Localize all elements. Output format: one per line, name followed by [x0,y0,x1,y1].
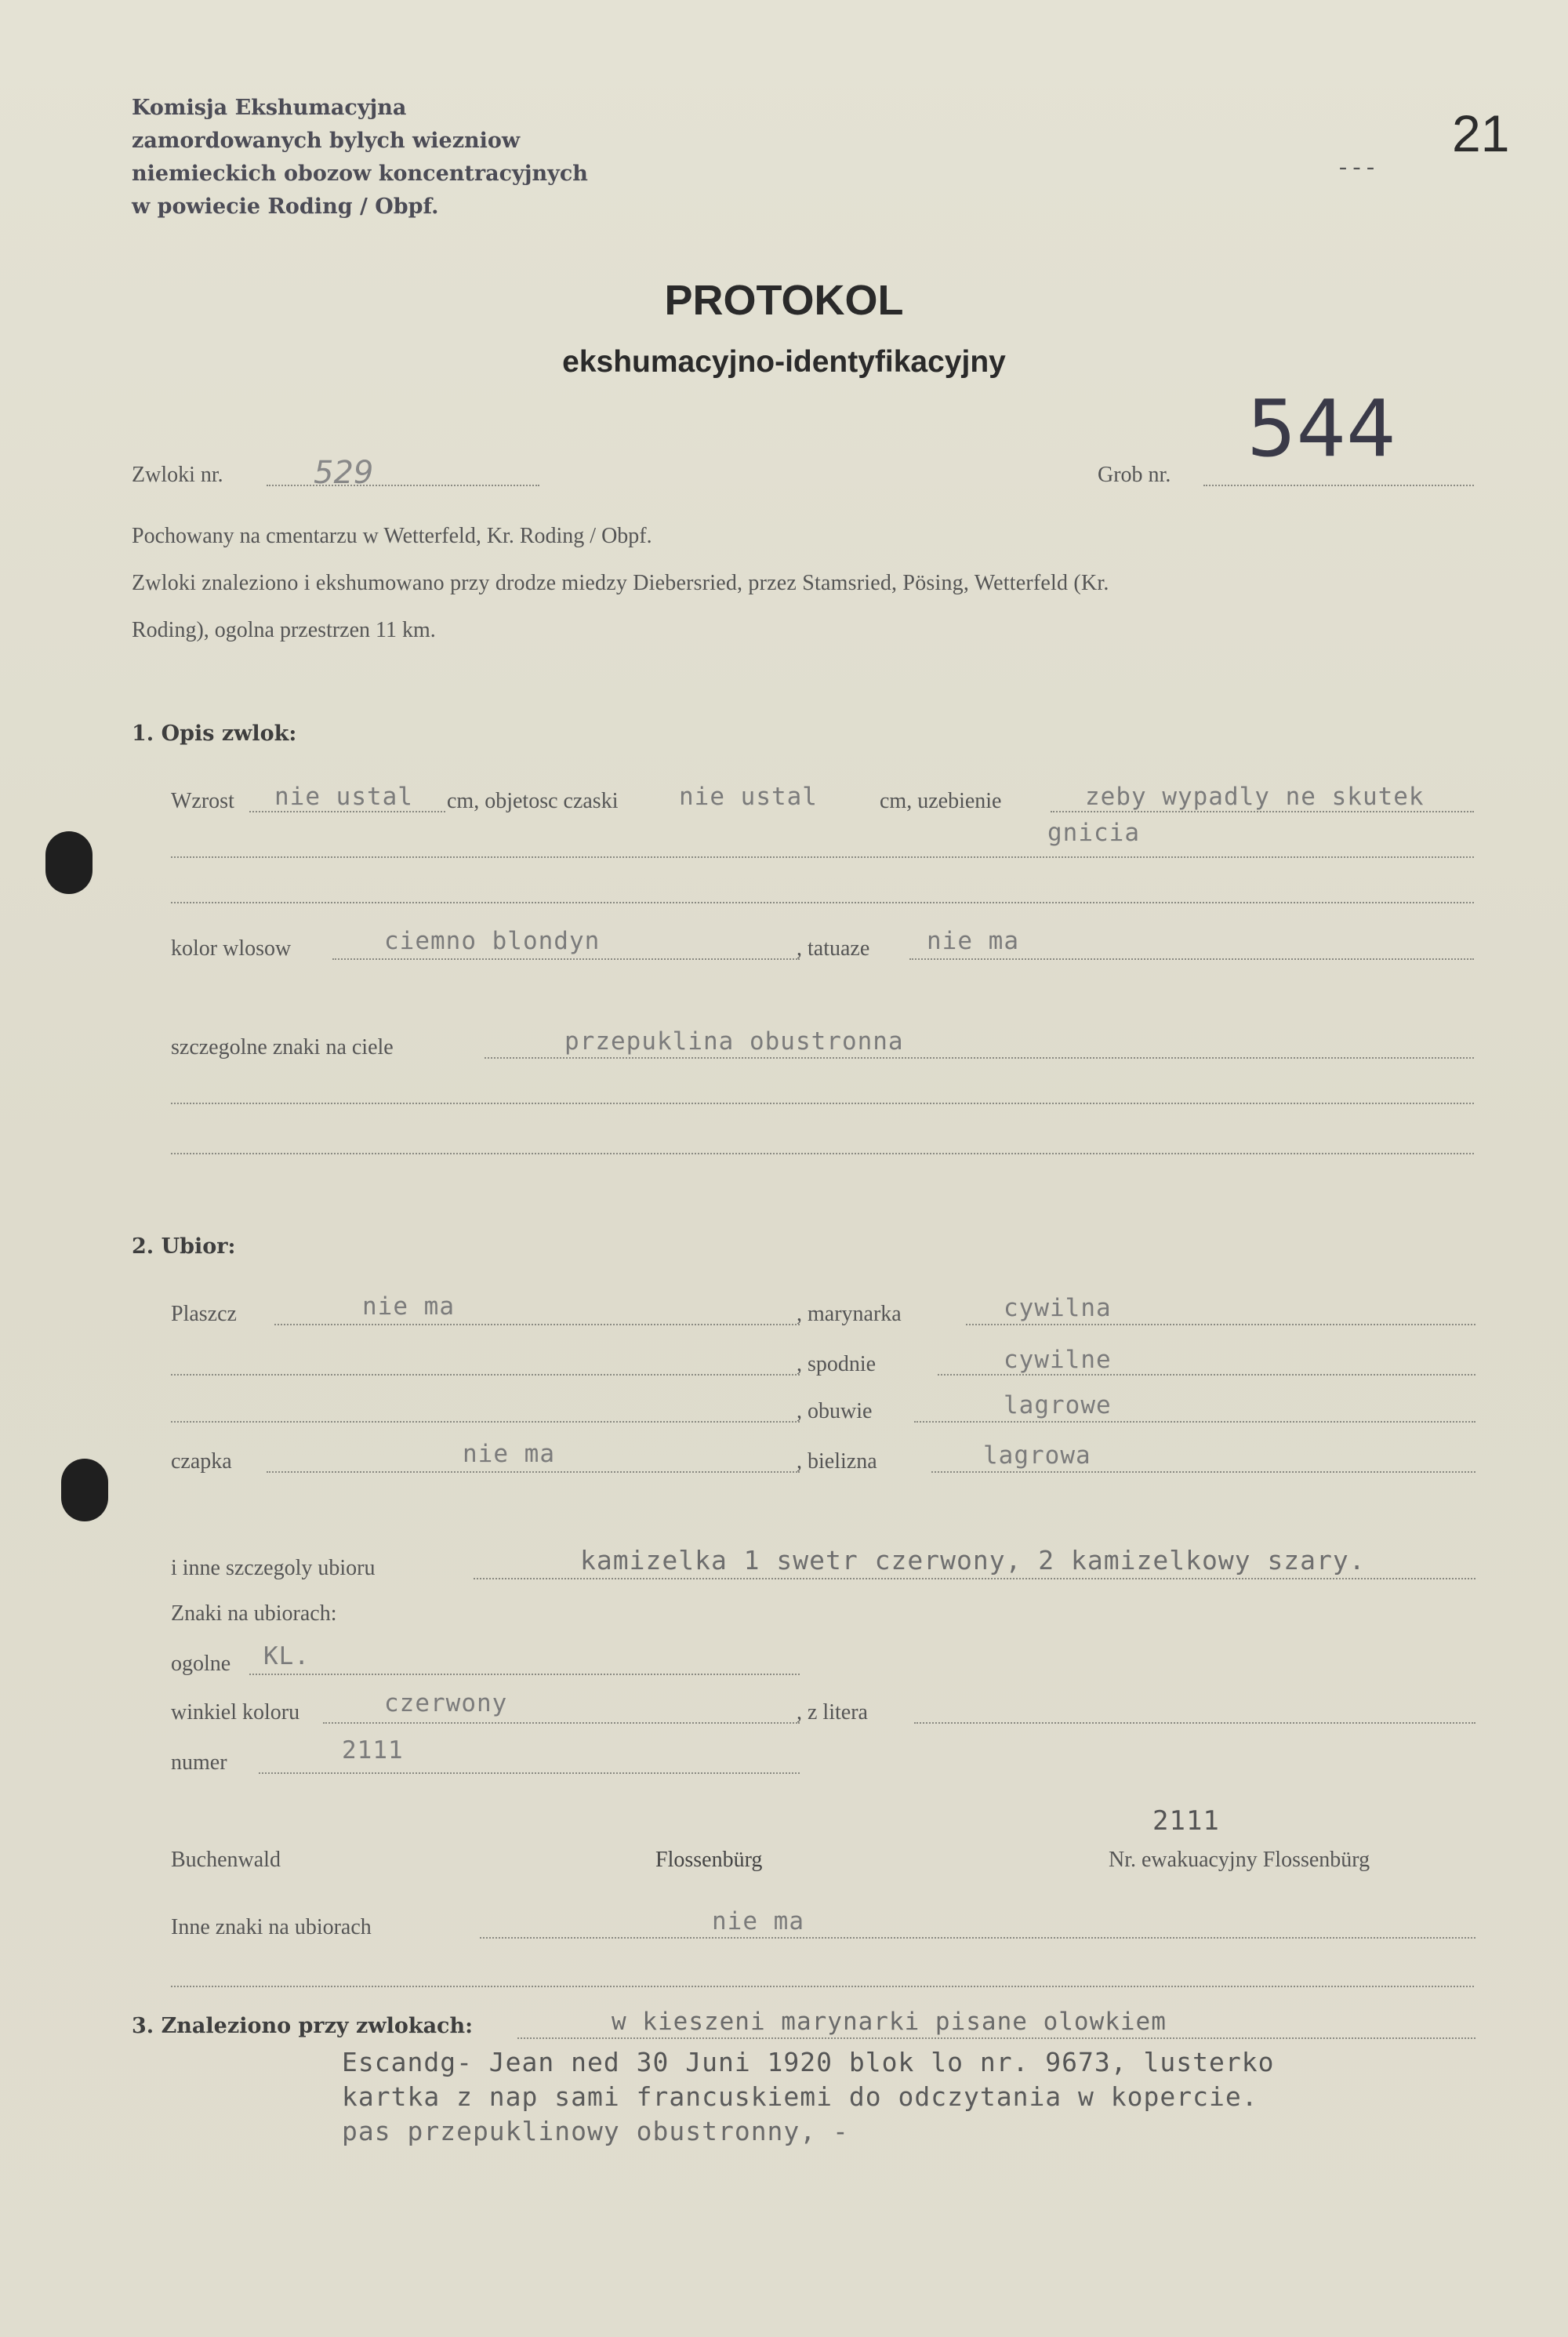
blank-line [171,1153,1474,1154]
litera-line [914,1722,1475,1724]
plaszcz-line [274,1324,800,1325]
intro-line-1: Pochowany na cmentarzu w Wetterfeld, Kr. Roding / Obpf. [132,524,652,548]
section-2-heading: 2. Ubior: [132,1234,236,1259]
found-line-3: kartka z nap sami francuskiemi do odczytania w kopercie. [342,2081,1258,2112]
bielizna-line [931,1471,1475,1473]
uzebienie-line [1051,811,1474,812]
buchenwald-label: Buchenwald [171,1848,281,1872]
found-line-2: Escandg- Jean ned 30 Juni 1920 blok lo nr. 9673, lusterko [342,2047,1275,2077]
org-line-2: zamordowanych bylych wiezniow [132,129,521,153]
intro-line-2: Zwloki znaleziono i ekshumowano przy drodze miedzy Diebersried, przez Stamsried, Pösing, Wetterfeld (Kr. [132,571,1109,595]
found-line-1: w kieszeni marynarki pisane olowkiem [612,2008,1167,2036]
plaszcz-value: nie ma [362,1292,455,1321]
wzrost-line [249,811,445,812]
ewak-value: 2111 [1152,1805,1220,1837]
zwloki-label: Zwloki nr. [132,463,223,487]
found-line-4: pas przepuklinowy obustronny, - [342,2116,849,2146]
page-number: 21 [1452,104,1510,162]
numer-label: numer [171,1750,227,1775]
wzrost-value: nie ustal [274,783,413,811]
czapka-line [267,1471,800,1473]
org-line-4: w powiecie Roding / Obpf. [132,194,439,219]
czapka-label: czapka [171,1449,232,1474]
org-line-1: Komisja Ekshumacyjna [132,96,407,120]
bielizna-label: , bielizna [797,1449,877,1474]
obuwie-line [914,1421,1475,1423]
intro-line-3: Roding), ogolna przestrzen 11 km. [132,618,436,642]
winkiel-value: czerwony [384,1689,508,1717]
inne-value: kamizelka 1 swetr czerwony, 2 kamizelkowy szary. [580,1545,1366,1576]
wzrost-label: Wzrost [171,789,234,813]
cm-label-2: cm, uzebienie [880,789,1002,813]
cm-label: cm, objetosc czaski [447,789,619,813]
zwloki-value: 529 [314,455,374,491]
grob-line [1203,485,1474,486]
inne-znaki-label: Inne znaki na ubiorach [171,1915,372,1939]
section-1-heading: 1. Opis zwlok: [132,721,297,746]
marynarka-line [966,1324,1475,1325]
org-line-3: niemieckich obozow koncentracyjnych [132,162,588,186]
ogolne-line [249,1674,800,1675]
obuwie-label: , obuwie [797,1399,873,1423]
marynarka-value: cywilna [1004,1294,1112,1322]
inne-znaki-line [480,1937,1475,1939]
inne-line [474,1578,1475,1579]
litera-label: , z litera [797,1700,868,1725]
ogolne-value: KL. [263,1642,310,1670]
spodnie-label: , spodnie [797,1352,877,1376]
numer-line [259,1772,800,1774]
punch-hole-top [45,831,93,894]
tatuaze-value: nie ma [927,927,1019,955]
wlosy-value: ciemno blondyn [384,927,601,955]
spodnie-line [938,1374,1475,1376]
section-3-heading: 3. Znaleziono przy zwlokach: [132,2014,474,2038]
tatuaze-label: , tatuaze [797,936,870,961]
blank-line [171,1103,1474,1104]
znaki-label: szczegolne znaki na ciele [171,1035,394,1059]
czapka-value: nie ma [463,1440,555,1468]
ewak-label: Nr. ewakuacyjny Flossenbürg [1109,1848,1370,1872]
uzebienie-value-2: gnicia [1047,819,1140,847]
flossenburg-label: Flossenbürg [655,1848,763,1872]
czaski-value: nie ustal [679,783,818,811]
grob-value: 544 [1247,383,1396,474]
inne-label: i inne szczegoly ubioru [171,1556,376,1580]
inne-znaki-value: nie ma [712,1907,804,1935]
blank-line [171,1986,1474,1987]
document-subtitle: ekshumacyjno-identyfikacyjny [562,345,1006,379]
winkiel-line [323,1722,800,1724]
plaszcz-label: Plaszcz [171,1302,237,1326]
obuwie-value: lagrowe [1004,1391,1112,1419]
blank-line [171,902,1474,903]
uzebienie-value: zeby wypadly ne skutek [1085,783,1425,811]
spodnie-value: cywilne [1004,1346,1112,1374]
wlosy-line [332,958,800,960]
znaki-line [485,1057,1474,1059]
section-3-line [517,2037,1475,2039]
blank-line [171,1374,800,1376]
punch-hole-bottom [61,1459,108,1521]
wlosy-label: kolor wlosow [171,936,292,961]
blank-line [171,856,1474,858]
marynarka-label: , marynarka [797,1302,902,1326]
zwloki-line [267,485,539,486]
grob-label: Grob nr. [1098,463,1171,487]
numer-value: 2111 [342,1736,404,1765]
znaki-value: przepuklina obustronna [564,1027,904,1056]
winkiel-label: winkiel koloru [171,1700,300,1725]
znaki-ubior-label: Znaki na ubiorach: [171,1601,337,1626]
tatuaze-line [909,958,1474,960]
header-dashes: - - - [1339,154,1374,180]
ogolne-label: ogolne [171,1652,231,1676]
blank-line [171,1421,800,1423]
bielizna-value: lagrowa [983,1441,1091,1470]
document-title: PROTOKOL [664,277,904,324]
